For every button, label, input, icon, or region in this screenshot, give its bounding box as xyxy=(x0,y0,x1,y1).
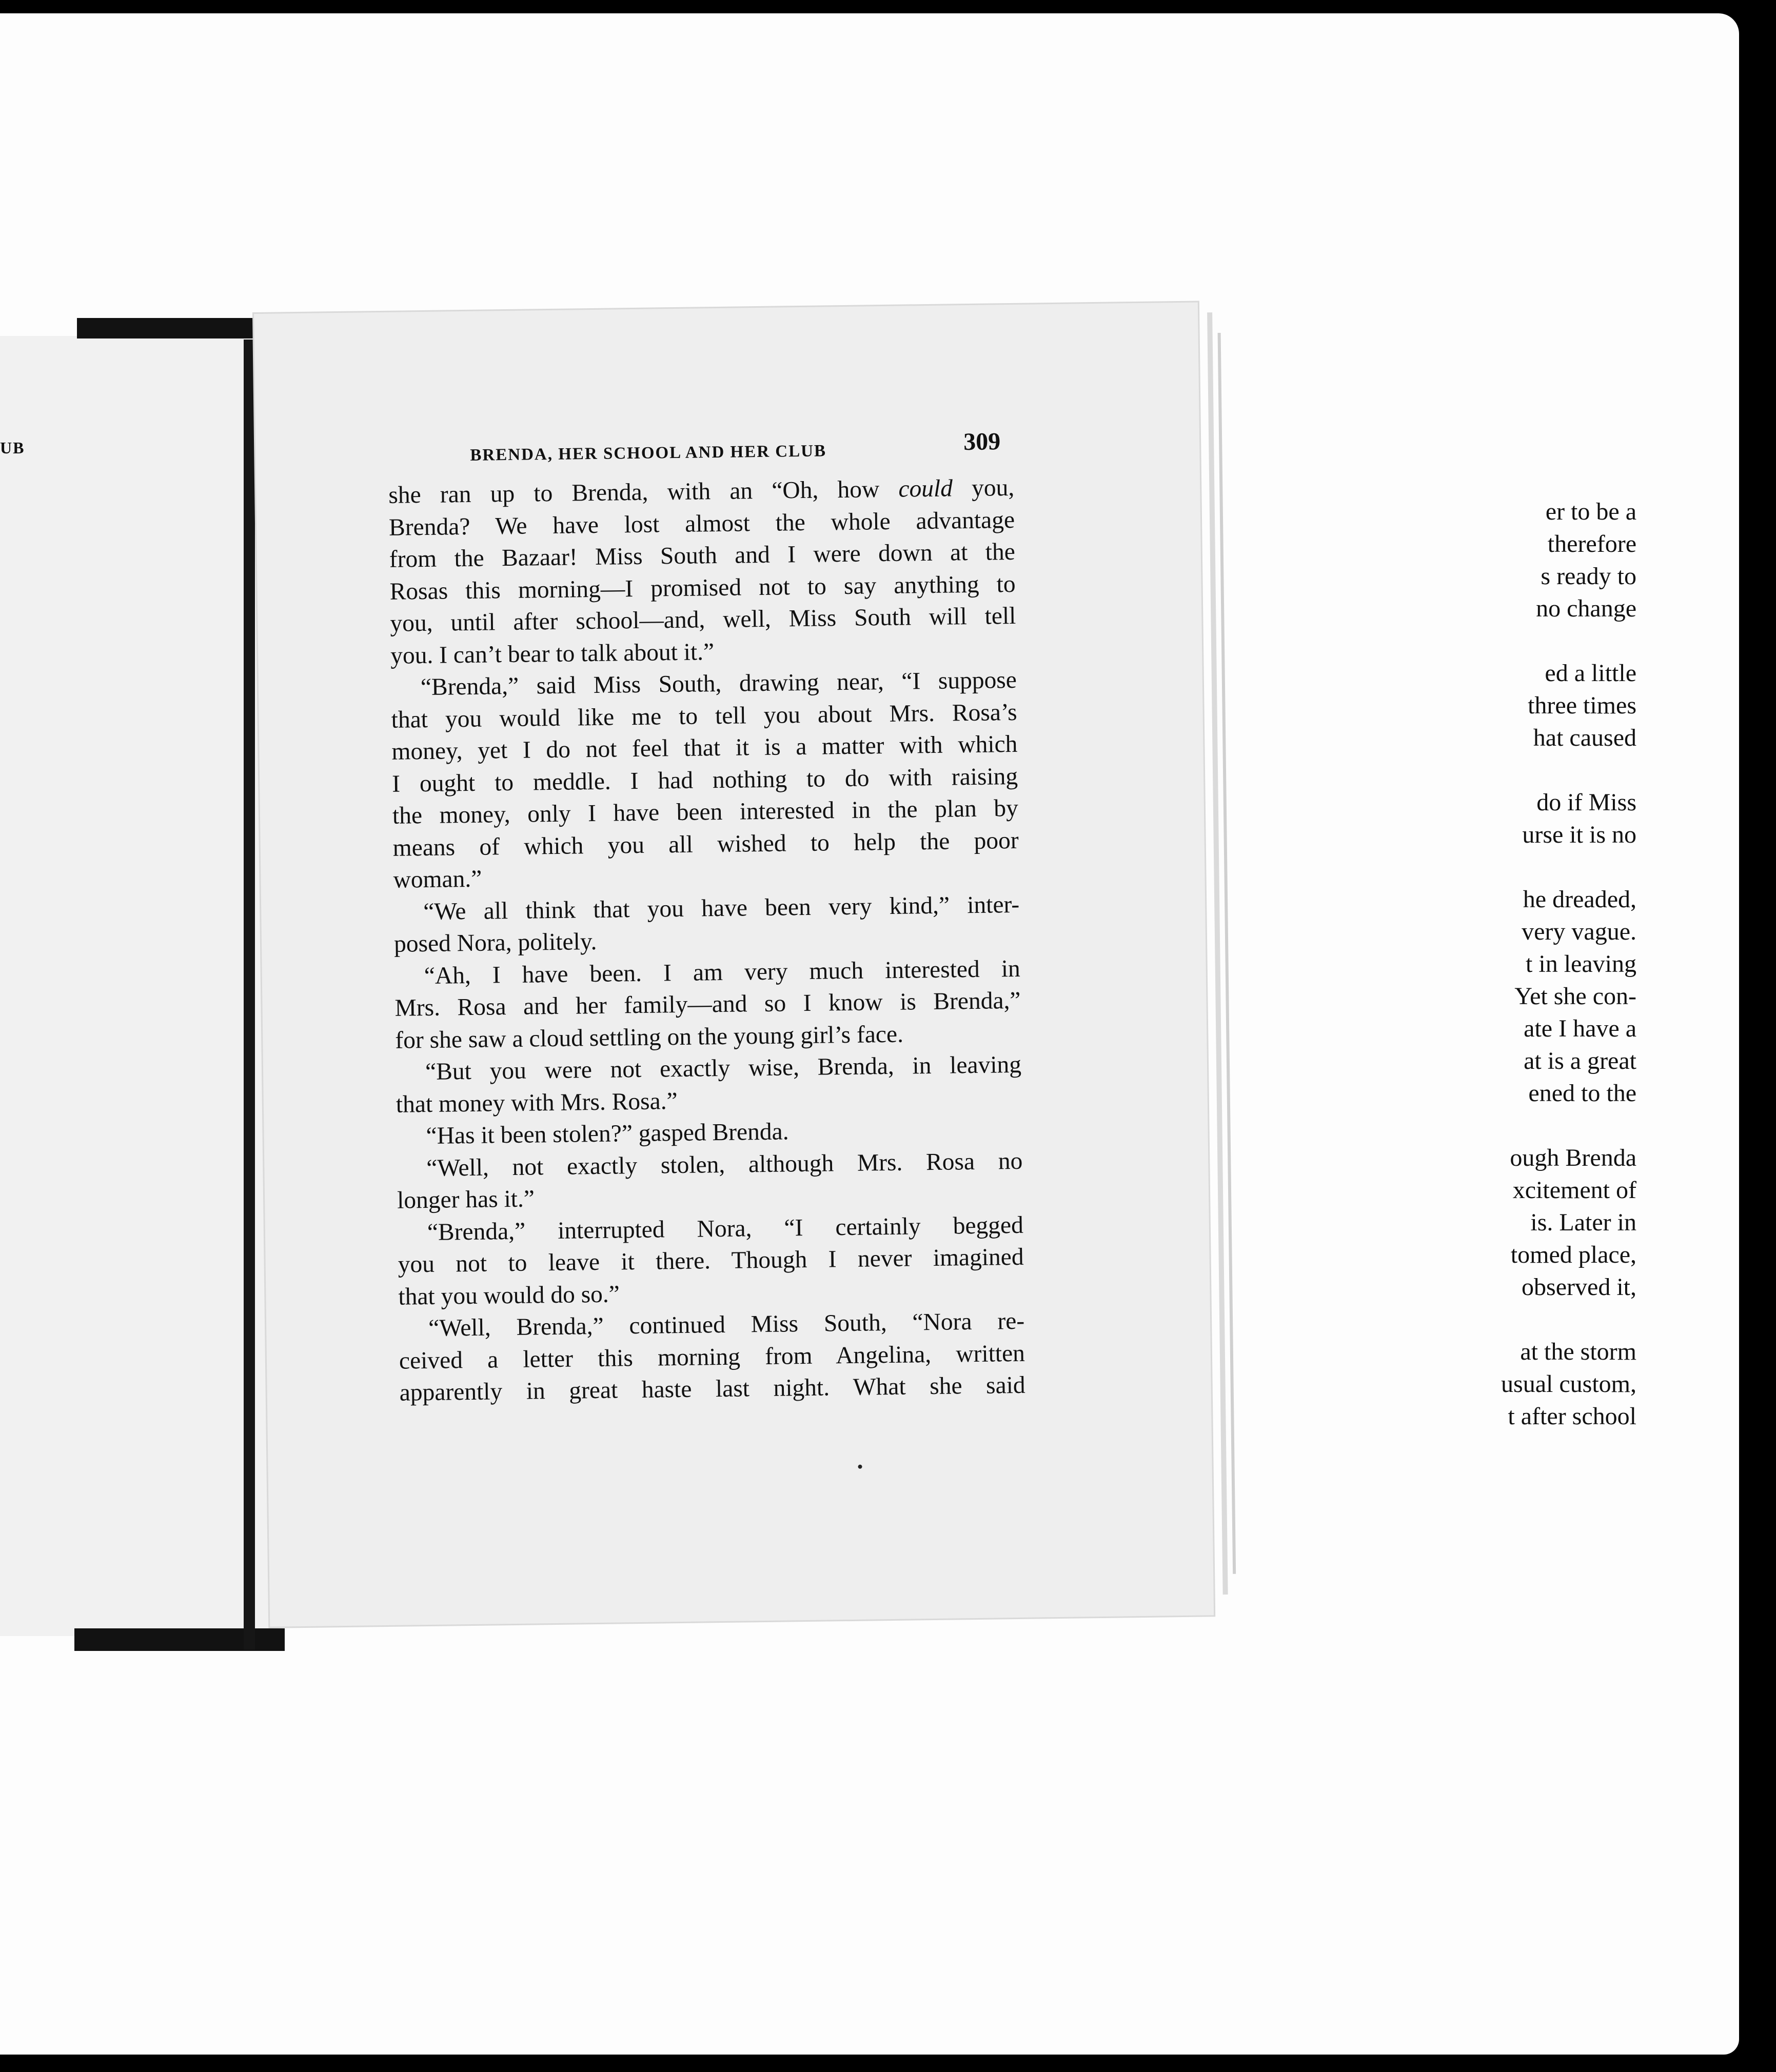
text-line: that money with Mrs. Rosa.” xyxy=(396,1087,678,1118)
left-text-line: no change xyxy=(1536,595,1636,622)
left-text-line: er to be a xyxy=(1545,498,1636,525)
text-line: you. I can’t bear to talk about it.” xyxy=(390,638,715,669)
text-line: apparently in great haste last night. What she said xyxy=(399,1371,1025,1406)
left-facing-page xyxy=(0,336,282,1636)
left-text-line: s ready to xyxy=(1541,563,1636,590)
left-text-line: t in leaving xyxy=(1526,950,1636,978)
left-text-line: at is a great xyxy=(1524,1047,1636,1074)
left-running-head: UB xyxy=(0,439,25,457)
left-text-line: do if Miss xyxy=(1536,789,1636,816)
left-text-line: is. Later in xyxy=(1530,1209,1636,1236)
text-line: that you would like me to tell you about Mrs. Rosa’s xyxy=(391,699,1017,733)
book-spine xyxy=(244,340,255,1650)
page-header xyxy=(388,424,1014,477)
text-line: money, yet I do not feel that it is a matter with which xyxy=(391,730,1018,765)
text-line: “We all think that you have been very kind,” inter- xyxy=(423,891,1020,925)
left-text-line: t after school xyxy=(1508,1403,1636,1430)
left-text-line: at the storm xyxy=(1520,1338,1636,1365)
left-text-line: observed it, xyxy=(1522,1273,1636,1301)
text-line: Mrs. Rosa and her family—and so I know is Brenda,” xyxy=(394,987,1021,1022)
text-line: you, until after school—and, well, Miss South will tell xyxy=(390,602,1016,637)
left-text-line: he dreaded, xyxy=(1523,886,1636,913)
text-line: posed Nora, politely. xyxy=(393,928,597,958)
text-line: she ran up to Brenda, with an “Oh, how could you, xyxy=(388,474,1015,509)
left-text-line: tomed place, xyxy=(1510,1241,1636,1268)
left-text-line: ate I have a xyxy=(1524,1015,1636,1042)
text-line: means of which you all wished to help the poor xyxy=(392,827,1019,862)
text-line: “Has it been stolen?” gasped Brenda. xyxy=(426,1118,789,1150)
page-number: 309 xyxy=(963,428,1001,456)
left-text-line: ened to the xyxy=(1528,1080,1636,1107)
left-text-line: Yet she con- xyxy=(1514,983,1636,1010)
right-page xyxy=(254,303,1214,1627)
scanner-edge xyxy=(1739,0,1776,2072)
text-line: I ought to meddle. I had nothing to do with raising xyxy=(391,763,1018,798)
text-line: Rosas this morning—I promised not to say anything to xyxy=(389,570,1016,605)
left-text-line: therefore xyxy=(1547,530,1636,557)
text-line: for she saw a cloud settling on the young girl’s face. xyxy=(395,1021,904,1054)
text-line: “Brenda,” interrupted Nora, “I certainly begged xyxy=(427,1211,1024,1246)
text-line: “Well, not exactly stolen, although Mrs. Rosa no xyxy=(426,1147,1023,1182)
left-text-line: xcitement of xyxy=(1512,1177,1636,1204)
running-head: BRENDA, HER SCHOOL AND HER CLUB xyxy=(470,442,827,465)
text-line: “Brenda,” said Miss South, drawing near, “I suppose xyxy=(420,666,1017,701)
left-text-line: very vague. xyxy=(1522,918,1636,945)
text-line: woman.” xyxy=(393,865,482,893)
left-text-line: ough Brenda xyxy=(1510,1144,1636,1171)
text-line: ceived a letter this morning from Angelina, written xyxy=(399,1340,1025,1374)
body-text xyxy=(388,472,1025,1409)
text-line: you not to leave it there. Though I never imagined xyxy=(398,1243,1024,1278)
ink-speck xyxy=(858,1465,862,1469)
text-line: “But you were not exactly wise, Brenda, in leaving xyxy=(425,1051,1022,1086)
page-text-block xyxy=(388,424,1025,1409)
text-line: the money, only I have been interested in the plan by xyxy=(392,794,1019,829)
left-text-line: usual custom, xyxy=(1501,1370,1636,1398)
left-text-line: urse it is no xyxy=(1522,821,1636,848)
text-line: longer has it.” xyxy=(397,1185,535,1214)
text-line: from the Bazaar! Miss South and I were down at the xyxy=(389,538,1016,573)
text-line: Brenda? We have lost almost the whole advantage xyxy=(388,506,1015,541)
text-line: “Well, Brenda,” continued Miss South, “Nora re- xyxy=(428,1307,1025,1342)
text-line: that you would do so.” xyxy=(398,1280,620,1310)
left-text-line: three times xyxy=(1528,692,1636,719)
text-line: “Ah, I have been. I am very much interested in xyxy=(424,955,1021,989)
left-text-line: ed a little xyxy=(1545,660,1636,687)
left-text-line: hat caused xyxy=(1533,724,1636,751)
